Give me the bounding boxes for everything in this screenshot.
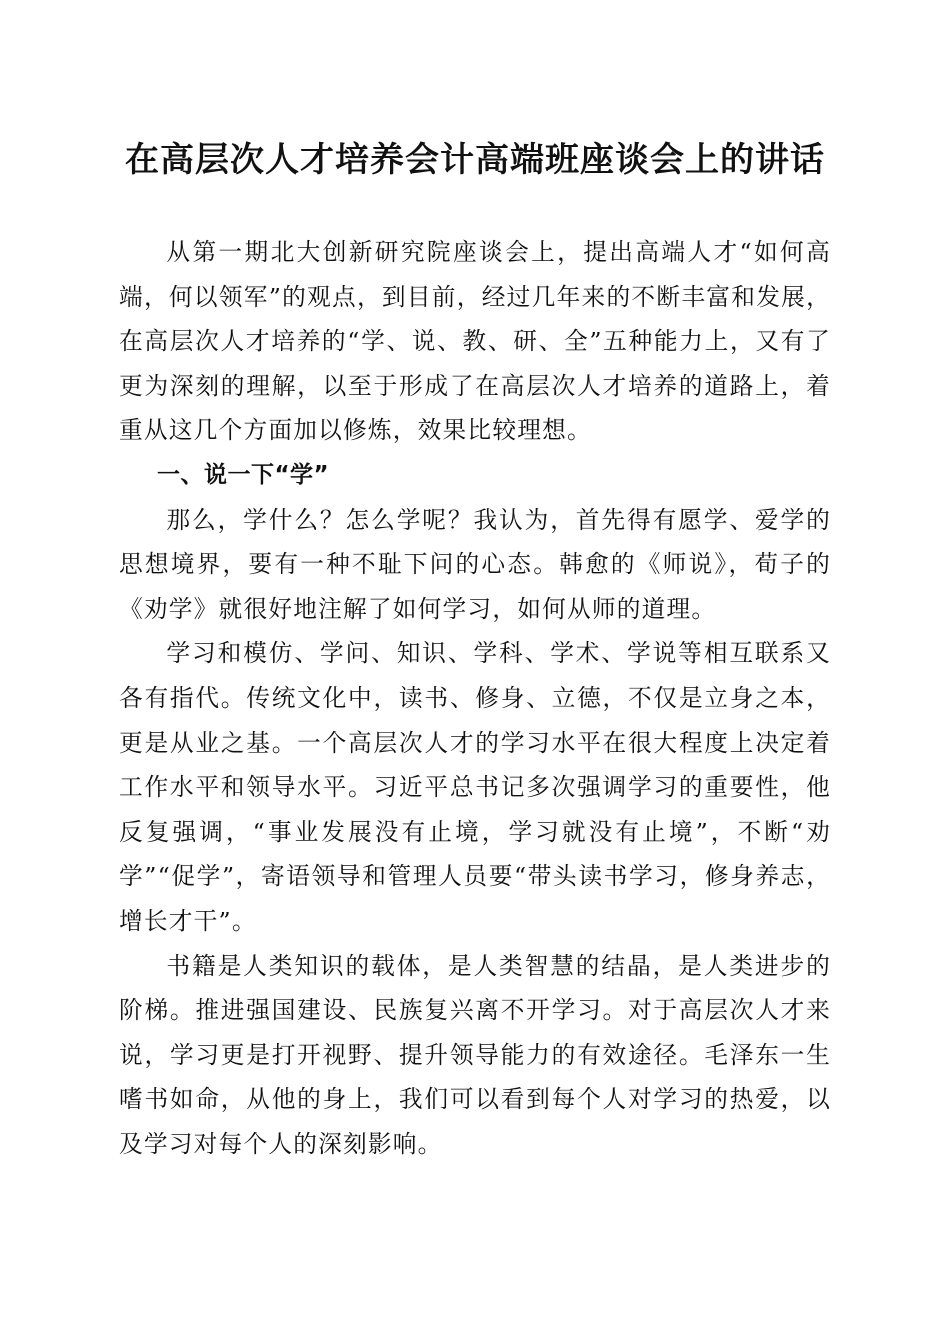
body-paragraph: 书籍是人类知识的载体，是人类智慧的结晶，是人类进步的阶梯。推进强国建设、民族复兴离不开学习。对于高层次人才来说，学习更是打开视野、提升领导能力的有效途径。毛泽东一生嗜书如命，从他的身上，我们可以看到每个人对学习的热爱，以及学习对每个人的深刻影响。 <box>119 951 831 1158</box>
document-body <box>119 230 831 1166</box>
body-paragraph: 那么，学什么？怎么学呢？我认为，首先得有愿学、爱学的思想境界，要有一种不耻下问的心态。韩愈的《师说》，荀子的《劝学》就很好地注解了如何学习，如何从师的道理。 <box>119 505 831 623</box>
section-heading: 一、说一下“学” <box>156 461 330 488</box>
intro-paragraph: 从第一期北大创新研究院座谈会上，提出高端人才“如何高端，何以领军”的观点，到目前，经过几年来的不断丰富和发展，在高层次人才培养的“学、说、教、研、全”五种能力上，又有了更为深刻的理解，以至于形成了在高层次人才培养的道路上，着重从这几个方面加以修炼，效果比较理想。 <box>119 238 831 445</box>
body-paragraph: 学习和模仿、学问、知识、学科、学术、学说等相互联系又各有指代。传统文化中，读书、修身、立德，不仅是立身之本，更是从业之基。一个高层次人才的学习水平在很大程度上决定着工作水平和领导水平。习近平总书记多次强调学习的重要性，他反复强调，“事业发展没有止境，学习就没有止境”，不断“劝学”“促学”，寄语领导和管理人员要“带头读书学习，修身养志，增长才干”。 <box>119 639 831 935</box>
page-title: 在高层次人才培养会计高端班座谈会上的讲话 <box>125 140 825 180</box>
